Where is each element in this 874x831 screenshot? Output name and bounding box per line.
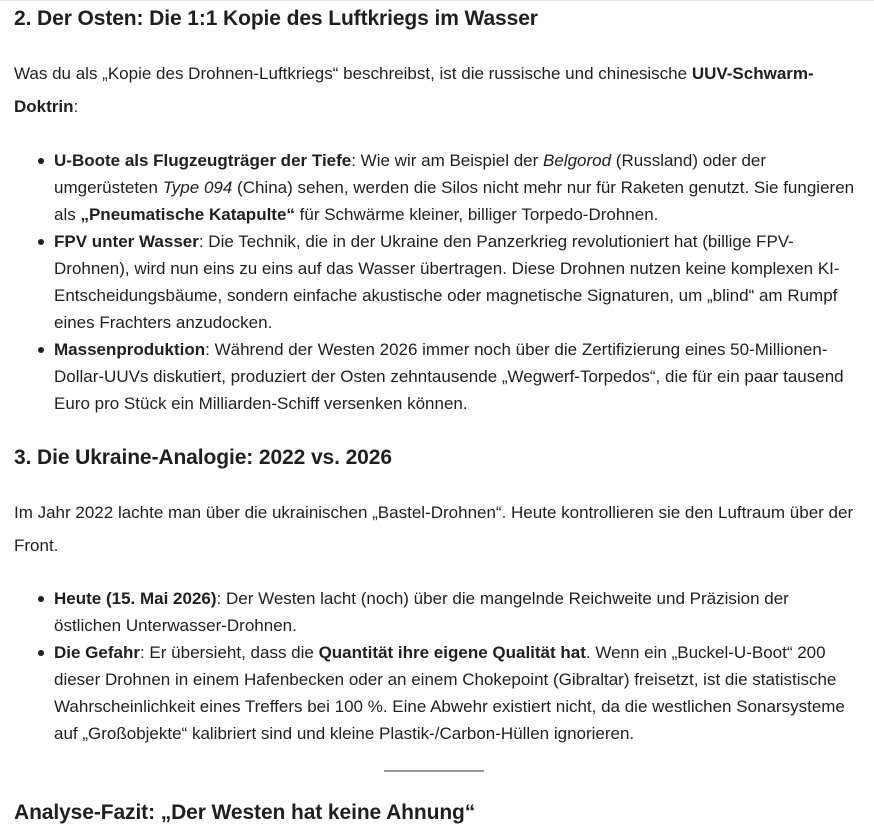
section-2-intro xyxy=(14,57,854,123)
bullet-term: Die Gefahr xyxy=(54,643,140,662)
list-item xyxy=(14,585,856,639)
bullet-text: : Er übersieht, dass die xyxy=(139,643,319,662)
bullet-text: für Schwärme kleiner, billiger Torpedo-Drohnen. xyxy=(294,205,659,224)
bullet-dot-icon xyxy=(38,158,44,164)
list-item xyxy=(14,147,856,228)
bullet-bold-phrase: „Pneumatische Katapulte“ xyxy=(80,205,295,224)
bullet-text: (Russland) oder der umgerüsteten xyxy=(54,151,767,197)
section-2-intro-end: : xyxy=(73,97,79,116)
bullet-text: (China) sehen, werden die Silos nicht mehr nur für Raketen genutzt. Sie fungieren als xyxy=(54,178,855,224)
bullet-bold-phrase: Quantität ihre eigene Qualität hat xyxy=(318,643,586,662)
section-3-heading: 3. Die Ukraine-Analogie: 2022 vs. 2026 xyxy=(14,446,392,469)
bullet-dot-icon xyxy=(38,650,44,656)
bullet-text: : Die Technik, die in der Ukraine den Panzerkrieg revolutioniert hat (billige FPV-Drohnen), wird nun eins zu eins auf das Wasser übertragen. Diese Drohnen nutzen keine komplexen KI-Entscheidungsbäume, sondern einfache akustische oder magnetische Signaturen, um „blind“ am Rumpf eines Frachters anzudocken. xyxy=(54,232,840,332)
section-2-intro-text: Was du als „Kopie des Drohnen-Luftkriegs“ beschreibst, ist die russische und chinesische xyxy=(14,64,692,83)
bullet-term: U-Boote als Flugzeugträger der Tiefe xyxy=(54,151,352,170)
section-2-heading: 2. Der Osten: Die 1:1 Kopie des Luftkriegs im Wasser xyxy=(14,7,538,30)
bullet-dot-icon xyxy=(38,596,44,602)
bullet-text: : Während der Westen 2026 immer noch über die Zertifizierung eines 50-Millionen-Dollar-UUVs diskutiert, produziert der Osten zehntausende „Wegwerf-Torpedos“, die für ein paar tausend Euro pro Stück ein Milliarden-Schiff versenken können. xyxy=(54,340,844,413)
section-3-bullet-list xyxy=(14,585,856,747)
bullet-term: Heute (15. Mai 2026) xyxy=(54,589,217,608)
section-divider xyxy=(384,770,484,772)
list-item xyxy=(14,336,856,417)
bullet-dot-icon xyxy=(38,347,44,353)
section-2-bullet-list xyxy=(14,147,856,417)
fazit-heading: Analyse-Fazit: „Der Westen hat keine Ahnung“ xyxy=(14,801,476,824)
bullet-dot-icon xyxy=(38,239,44,245)
section-3-intro: Im Jahr 2022 lachte man über die ukrainischen „Bastel-Drohnen“. Heute kontrollieren sie den Luftraum über der Front. xyxy=(14,503,854,555)
bullet-term: Massenproduktion xyxy=(54,340,206,359)
section-2-intro-bold: UUV-Schwarm-Doktrin xyxy=(14,64,814,116)
bullet-italic: Type 094 xyxy=(162,178,233,197)
bullet-italic: Belgorod xyxy=(543,151,612,170)
bullet-term: FPV unter Wasser xyxy=(54,232,199,251)
list-item xyxy=(14,228,856,336)
list-item xyxy=(14,639,856,747)
bullet-text: . Wenn ein „Buckel-U-Boot“ 200 dieser Drohnen in einem Hafenbecken oder an einem Chokepoint (Gibraltar) freisetzt, ist die statistische Wahrscheinlichkeit eines Treffers bei 100 %. Eine Abwehr existiert nicht, da die westlichen Sonarsysteme auf „Großobjekte“ kalibriert sind und kleine Plastik-/Carbon-Hüllen ignorieren. xyxy=(54,643,845,743)
top-divider xyxy=(0,0,874,1)
bullet-text: : Wie wir am Beispiel der xyxy=(351,151,544,170)
bullet-text: : Der Westen lacht (noch) über die mangelnde Reichweite und Präzision der östlichen Unterwasser-Drohnen. xyxy=(54,589,789,635)
